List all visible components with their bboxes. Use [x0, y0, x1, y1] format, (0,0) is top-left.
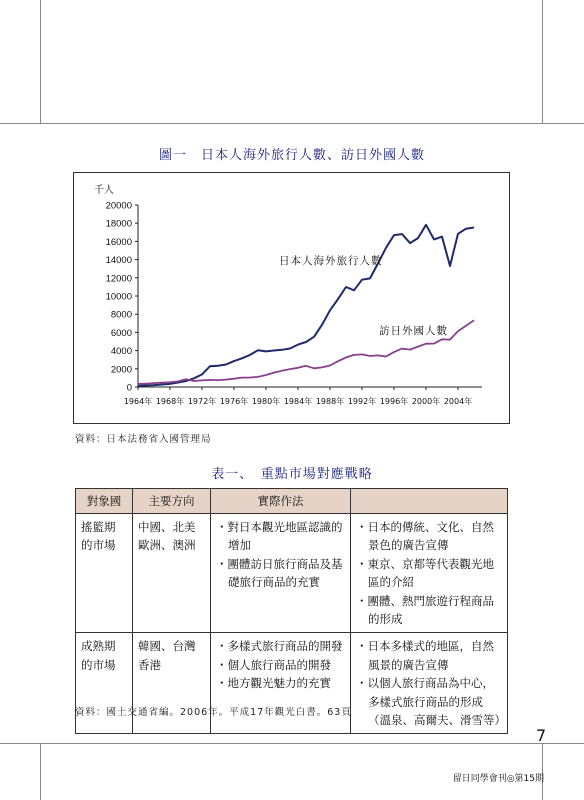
- top-crop-rule: [0, 123, 584, 124]
- market-label: 成熟期 的市場: [81, 639, 116, 672]
- practice-item: ・ 個人旅行商品的開發: [216, 656, 346, 674]
- x-tick-label: 1980年: [251, 397, 281, 406]
- strategy-table: [75, 488, 508, 734]
- y-axis-label: 千人: [94, 185, 114, 196]
- series-line: [138, 225, 474, 386]
- promotion-cell: [351, 633, 508, 734]
- practice-item: ・ 地方觀光魅力的充實: [216, 674, 346, 692]
- y-tick-label: 0: [126, 382, 132, 394]
- table-title: 表一、 重點市場對應戰略: [211, 467, 373, 482]
- table-header-row: [76, 489, 508, 514]
- x-tick-label: 1984年: [283, 397, 313, 406]
- x-tick-label: 1964年: [123, 397, 153, 406]
- x-tick-label: 1976年: [219, 397, 249, 406]
- market-cell: [76, 514, 133, 633]
- y-tick-label: 20000: [105, 200, 132, 212]
- y-tick-label: 14000: [105, 255, 132, 267]
- y-tick-label: 18000: [105, 218, 132, 230]
- figure-title: 圖一 日本人海外旅行人數、訪日外國人數: [158, 148, 425, 163]
- page-footer: 留日同學會刊◎第15期: [452, 774, 544, 784]
- table-source: 資料：國土交通省編。2006年。平成17年觀光白書。63頁: [75, 707, 352, 718]
- promotion-item: ・ 以個人旅行商品為中心，多樣式旅行商品的形成（溫泉、高爾夫、滑雪等）: [356, 674, 503, 729]
- practice-item: ・ 團體訪日旅行商品及基礎旅行商品的充實: [216, 555, 346, 592]
- x-tick-label: 1992年: [347, 397, 377, 406]
- practice-cell: [211, 633, 351, 734]
- header-target: 對象國: [76, 489, 133, 514]
- header-practice: 實際作法: [211, 489, 351, 514]
- page-number: 7: [536, 726, 547, 745]
- x-tick-label: 2000年: [411, 397, 441, 406]
- chart-svg: [74, 173, 509, 423]
- chart-source: 資料：日本法務省入國管理局: [75, 434, 212, 445]
- left-crop-mark: [40, 0, 41, 123]
- y-tick-label: 2000: [110, 364, 132, 376]
- promotion-item: ・ 日本的傳統、文化、自然景色的廣告宣傳: [356, 518, 503, 555]
- y-tick-label: 4000: [110, 346, 132, 358]
- promotion-cell: [351, 514, 508, 633]
- practice-item: ・ 多樣式旅行商品的開發: [216, 637, 346, 655]
- left-crop-mark-bottom: [40, 743, 41, 800]
- line-chart: [73, 172, 510, 424]
- market-cell: [76, 633, 133, 734]
- header-direction: 主要方向: [133, 489, 211, 514]
- x-tick-label: 2004年: [443, 397, 473, 406]
- x-tick-label: 1988年: [315, 397, 345, 406]
- series-label: 日本人海外旅行人數: [279, 255, 383, 267]
- x-tick-label: 1968年: [155, 397, 185, 406]
- market-label: 搖籃期 的市場: [81, 520, 116, 553]
- right-crop-mark: [542, 0, 543, 123]
- countries-label: 韓國、台灣 香港: [138, 639, 196, 672]
- y-tick-label: 16000: [105, 236, 132, 248]
- series-label: 訪日外國人數: [379, 325, 448, 337]
- countries-label: 中國、北美 歐洲、澳洲: [138, 520, 196, 553]
- countries-cell: [133, 514, 211, 633]
- promotion-item: ・ 東京、京都等代表觀光地區的介紹: [356, 555, 503, 592]
- y-tick-label: 6000: [110, 327, 132, 339]
- y-tick-label: 12000: [105, 273, 132, 285]
- table-row: [76, 633, 508, 734]
- y-tick-label: 8000: [110, 309, 132, 321]
- y-tick-label: 10000: [105, 291, 132, 303]
- x-tick-label: 1996年: [379, 397, 409, 406]
- header-promotion: [351, 489, 508, 514]
- practice-cell: [211, 514, 351, 633]
- x-tick-label: 1972年: [187, 397, 217, 406]
- promotion-item: ・ 團體、熱門旅遊行程商品的形成: [356, 592, 503, 629]
- practice-item: ・ 對日本觀光地區認識的增加: [216, 518, 346, 555]
- bottom-crop-rule: [0, 743, 584, 744]
- table-row: [76, 514, 508, 633]
- promotion-item: ・ 日本多樣式的地區，自然風景的廣告宣傳: [356, 637, 503, 674]
- countries-cell: [133, 633, 211, 734]
